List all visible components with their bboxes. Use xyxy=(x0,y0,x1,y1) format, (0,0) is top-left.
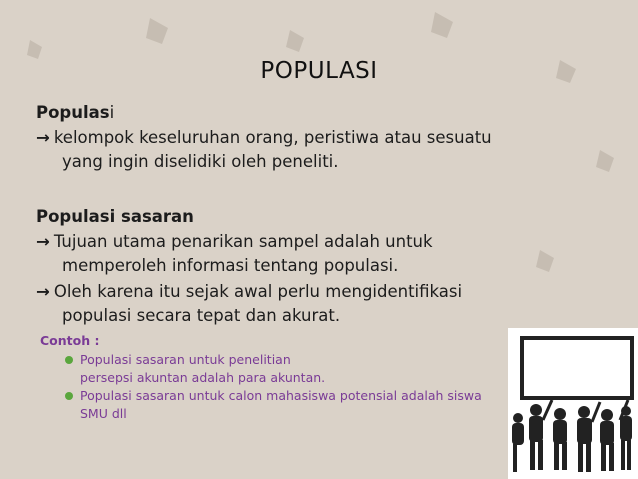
example2-line1: Populasi sasaran untuk calon mahasiswa potensial adalah siswa xyxy=(80,388,482,403)
section1-line1: kelompok keseluruhan orang, peristiwa atau sesuatu xyxy=(53,128,492,147)
section2-heading: Populasi sasaran xyxy=(36,207,194,226)
section2-item1 xyxy=(36,230,433,254)
section2-item2-line2: populasi secara tepat dan akurat. xyxy=(62,306,341,325)
section2-item2-line1: Oleh karena itu sejak awal perlu mengidentifikasi xyxy=(53,282,463,301)
section2-item1-line1: Tujuan utama penarikan sampel adalah untuk xyxy=(53,232,433,251)
section1-line2: yang ingin diselidiki oleh peneliti. xyxy=(62,152,339,171)
section1-heading xyxy=(36,101,114,125)
people-at-board-illustration xyxy=(508,328,638,479)
slide-title: POPULASI xyxy=(260,58,378,84)
section1-item xyxy=(36,126,492,150)
example1-line2: persepsi akuntan adalah para akuntan. xyxy=(80,370,326,385)
board-sketch-icon xyxy=(508,328,638,479)
section2-item1-line2: memperoleh informasi tentang populasi. xyxy=(62,256,399,275)
section1-heading-bold: Populas xyxy=(36,103,110,122)
example1-line1: Populasi sasaran untuk penelitian xyxy=(80,352,291,367)
arrow-right-icon: → xyxy=(36,282,50,301)
example2-line2: SMU dll xyxy=(80,406,127,421)
example-item xyxy=(40,351,520,369)
arrow-right-icon: → xyxy=(36,232,50,251)
examples-label: Contoh : xyxy=(40,333,100,348)
examples-block xyxy=(40,331,520,423)
section1-heading-rest: i xyxy=(109,103,115,122)
bullet-icon xyxy=(65,356,73,364)
bullet-icon xyxy=(65,392,73,400)
section2-item2 xyxy=(36,280,462,304)
arrow-right-icon: → xyxy=(36,128,50,147)
example-item xyxy=(40,387,520,405)
